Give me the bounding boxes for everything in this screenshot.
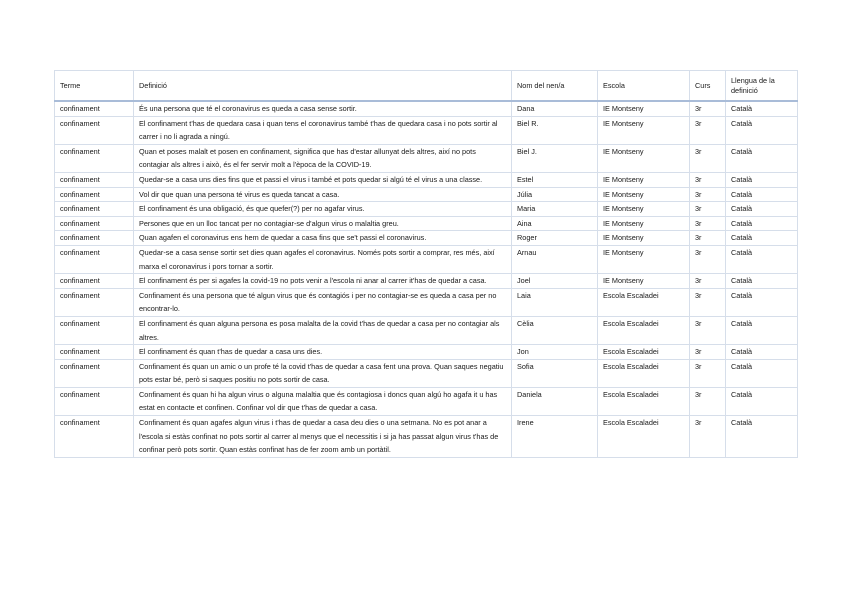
cell-course: 3r <box>690 116 726 144</box>
cell-language: Català <box>726 216 798 231</box>
cell-course: 3r <box>690 144 726 172</box>
cell-name: Sofia <box>512 359 598 387</box>
cell-school: IE Montseny <box>598 187 690 202</box>
cell-name: Júlia <box>512 187 598 202</box>
cell-language: Català <box>726 101 798 116</box>
table-row <box>55 288 798 316</box>
cell-term: confinament <box>55 144 134 172</box>
cell-school: IE Montseny <box>598 172 690 187</box>
cell-definition: Persones que en un lloc tancat per no contagiar-se d'algun virus o malaltia greu. <box>134 216 512 231</box>
cell-name: Joel <box>512 274 598 289</box>
cell-course: 3r <box>690 231 726 246</box>
cell-language: Català <box>726 245 798 273</box>
cell-definition: Quan et poses malalt et posen en confinament, significa que has d'estar allunyat dels altres, així no pots contagiar als altres i això, és el fer servir molt a l'època de la COVID-19. <box>134 144 512 172</box>
cell-name: Aina <box>512 216 598 231</box>
table-row <box>55 245 798 273</box>
table-row <box>55 345 798 360</box>
table-row <box>55 144 798 172</box>
cell-term: confinament <box>55 288 134 316</box>
cell-language: Català <box>726 172 798 187</box>
cell-course: 3r <box>690 387 726 415</box>
cell-definition: Confinament és quan agafes algun virus i t'has de quedar a casa deu dies o una setmana. No es pot anar a l'escola si estàs confinat no pots sortir al carrer al menys que el necessitis i si ja has passat algun virus t'has de confinar però pots sortir. Quan estàs confinat has de fer zoom amb un portàtil. <box>134 416 512 458</box>
cell-school: Escola Escaladei <box>598 416 690 458</box>
table-row <box>55 216 798 231</box>
cell-definition: Confinament és quan hi ha algun virus o alguna malaltia que és contagiosa i doncs quan algú ho agafa it u has estat en contacte et confinen. Confinar vol dir que t'has de quedar a casa. <box>134 387 512 415</box>
cell-definition: És una persona que té el coronavirus es queda a casa sense sortir. <box>134 101 512 116</box>
cell-school: Escola Escaladei <box>598 387 690 415</box>
cell-term: confinament <box>55 245 134 273</box>
cell-course: 3r <box>690 202 726 217</box>
cell-school: IE Montseny <box>598 144 690 172</box>
cell-name: Biel J. <box>512 144 598 172</box>
cell-name: Biel R. <box>512 116 598 144</box>
cell-language: Català <box>726 316 798 344</box>
cell-term: confinament <box>55 116 134 144</box>
cell-course: 3r <box>690 274 726 289</box>
table-row <box>55 359 798 387</box>
cell-definition: Quan agafen el coronavirus ens hem de quedar a casa fins que se't passi el coronavirus. <box>134 231 512 246</box>
cell-course: 3r <box>690 345 726 360</box>
table-row <box>55 274 798 289</box>
cell-language: Català <box>726 202 798 217</box>
table-body <box>55 101 798 457</box>
cell-term: confinament <box>55 359 134 387</box>
cell-language: Català <box>726 231 798 246</box>
cell-definition: Quedar-se a casa uns dies fins que et passi el virus i també et pots quedar si algú té el virus a una classe. <box>134 172 512 187</box>
cell-name: Daniela <box>512 387 598 415</box>
table-row <box>55 231 798 246</box>
cell-language: Català <box>726 359 798 387</box>
cell-name: Dana <box>512 101 598 116</box>
cell-term: confinament <box>55 172 134 187</box>
cell-term: confinament <box>55 202 134 217</box>
cell-course: 3r <box>690 245 726 273</box>
cell-name: Arnau <box>512 245 598 273</box>
cell-definition: El confinament t'has de quedara casa i quan tens el coronavirus també t'has de quedara casa i no pots sortir al carrer i no li agrada a ningú. <box>134 116 512 144</box>
cell-school: Escola Escaladei <box>598 345 690 360</box>
cell-definition: Vol dir que quan una persona té virus es queda tancat a casa. <box>134 187 512 202</box>
cell-name: Cèlia <box>512 316 598 344</box>
cell-school: IE Montseny <box>598 202 690 217</box>
header-course: Curs <box>690 71 726 102</box>
glossary-table <box>54 70 798 458</box>
cell-name: Jon <box>512 345 598 360</box>
cell-course: 3r <box>690 288 726 316</box>
cell-language: Català <box>726 187 798 202</box>
cell-name: Maria <box>512 202 598 217</box>
cell-course: 3r <box>690 216 726 231</box>
cell-school: Escola Escaladei <box>598 288 690 316</box>
cell-definition: El confinament és quan alguna persona es posa malalta de la covid t'has de quedar a casa per no contagiar als altres. <box>134 316 512 344</box>
cell-definition: Quedar-se a casa sense sortir set dies quan agafes el coronavirus. Només pots sortir a comprar, res més, així marxa el coronavirus i pors tornar a sortir. <box>134 245 512 273</box>
cell-language: Català <box>726 274 798 289</box>
cell-term: confinament <box>55 274 134 289</box>
table-row <box>55 187 798 202</box>
cell-school: IE Montseny <box>598 245 690 273</box>
header-school: Escola <box>598 71 690 102</box>
cell-language: Català <box>726 144 798 172</box>
cell-course: 3r <box>690 416 726 458</box>
cell-name: Laia <box>512 288 598 316</box>
table-row <box>55 316 798 344</box>
cell-course: 3r <box>690 101 726 116</box>
table-row <box>55 116 798 144</box>
cell-school: IE Montseny <box>598 231 690 246</box>
cell-name: Estel <box>512 172 598 187</box>
cell-definition: El confinament és per si agafes la covid-19 no pots venir a l'escola ni anar al carrer it'has de quedar a casa. <box>134 274 512 289</box>
cell-school: IE Montseny <box>598 116 690 144</box>
cell-name: Roger <box>512 231 598 246</box>
cell-language: Català <box>726 416 798 458</box>
cell-course: 3r <box>690 172 726 187</box>
cell-term: confinament <box>55 387 134 415</box>
table-row <box>55 101 798 116</box>
cell-term: confinament <box>55 416 134 458</box>
cell-school: IE Montseny <box>598 274 690 289</box>
cell-definition: El confinament és quan t'has de quedar a casa uns dies. <box>134 345 512 360</box>
cell-language: Català <box>726 345 798 360</box>
table-row <box>55 202 798 217</box>
cell-course: 3r <box>690 359 726 387</box>
header-name: Nom del nen/a <box>512 71 598 102</box>
table-row <box>55 172 798 187</box>
cell-term: confinament <box>55 231 134 246</box>
table-row <box>55 416 798 458</box>
cell-definition: Confinament és quan un amic o un profe té la covid t'has de quedar a casa fent una prova. Quan saques negatiu pots estar bé, però si saques positiu no pots sortir de casa. <box>134 359 512 387</box>
cell-course: 3r <box>690 187 726 202</box>
cell-term: confinament <box>55 316 134 344</box>
cell-term: confinament <box>55 187 134 202</box>
header-language: Llengua de la definició <box>726 71 798 102</box>
cell-language: Català <box>726 116 798 144</box>
cell-term: confinament <box>55 216 134 231</box>
cell-school: IE Montseny <box>598 101 690 116</box>
cell-language: Català <box>726 288 798 316</box>
cell-name: Irene <box>512 416 598 458</box>
header-term: Terme <box>55 71 134 102</box>
cell-school: IE Montseny <box>598 216 690 231</box>
cell-school: Escola Escaladei <box>598 359 690 387</box>
cell-definition: El confinament és una obligació, és que quefer(?) per no agafar virus. <box>134 202 512 217</box>
header-row <box>55 71 798 102</box>
cell-definition: Confinament és una persona que té algun virus que és contagiós i per no contagiar-se es queda a casa per no encontrar-lo. <box>134 288 512 316</box>
cell-language: Català <box>726 387 798 415</box>
cell-term: confinament <box>55 101 134 116</box>
cell-term: confinament <box>55 345 134 360</box>
cell-course: 3r <box>690 316 726 344</box>
table-row <box>55 387 798 415</box>
header-definition: Definició <box>134 71 512 102</box>
cell-school: Escola Escaladei <box>598 316 690 344</box>
